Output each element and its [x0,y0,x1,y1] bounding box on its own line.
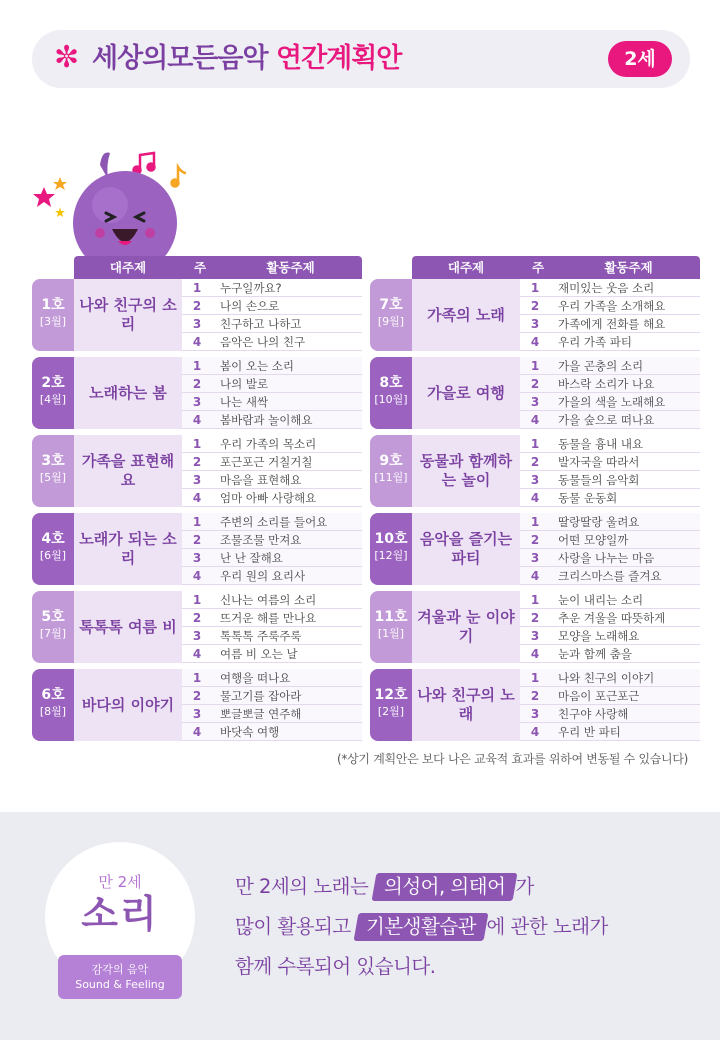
week-row [182,453,362,471]
activity-text: 난 난 잘해요 [220,551,283,565]
mascot-note-character-icon [30,145,200,265]
week-number: 1 [530,515,540,529]
weeks-list [182,513,362,585]
volume-number: 9호 [379,453,403,469]
week-row [520,513,700,531]
week-number: 4 [530,491,540,505]
title-part1: 세상의모든음악 [92,43,268,74]
week-number: 1 [530,437,540,451]
weeks-list [520,513,700,585]
activity-text: 발자국을 따라서 [558,455,640,469]
week-row [182,567,362,585]
week-row [182,513,362,531]
theme-cell: 톡톡톡 여름 비 [74,591,182,663]
desc-text: 함께 수록되어 있습니다. [235,955,436,978]
title-part2: 연간계획안 [275,43,402,74]
week-row [520,333,700,351]
activity-text: 가족에게 전화를 해요 [558,317,666,331]
volume-cell [32,513,74,585]
volume-month: [12월] [374,549,408,562]
week-row [182,591,362,609]
plan-group [32,669,362,744]
week-number: 4 [192,491,202,505]
week-number: 4 [530,413,540,427]
desc-text: 에 관한 노래가 [486,915,608,938]
desc-text: 많이 활용되고 [235,915,351,938]
table-header [412,256,700,279]
week-row [182,645,362,663]
volume-month: [10월] [374,393,408,406]
plan-group [32,591,362,666]
table-header [74,256,362,279]
activity-text: 동물들의 음악회 [558,473,640,487]
highlight-text: 기본생활습관 [366,915,477,938]
volume-number: 2호 [41,375,65,391]
week-row [520,687,700,705]
week-row [520,393,700,411]
activity-text: 우리 반 파티 [558,725,621,739]
theme-cell: 노래가 되는 소리 [74,513,182,585]
week-number: 1 [530,359,540,373]
weeks-list [182,435,362,507]
activity-text: 동물을 흉내 내요 [558,437,644,451]
week-number: 1 [530,593,540,607]
week-number: 4 [530,335,540,349]
theme-cell: 노래하는 봄 [74,357,182,429]
week-row [182,531,362,549]
week-row [182,279,362,297]
week-number: 3 [530,707,540,721]
week-number: 4 [530,725,540,739]
weeks-list [182,357,362,429]
volume-month: [11월] [374,471,408,484]
activity-text: 눈이 내리는 소리 [558,593,644,607]
volume-cell [370,591,412,663]
plan-group [32,435,362,510]
volume-cell [370,513,412,585]
plan-group [32,513,362,588]
week-row [520,297,700,315]
week-number: 3 [530,551,540,565]
volume-cell [370,279,412,351]
theme-cell: 바다의 이야기 [74,669,182,741]
sub-badge [58,955,182,999]
week-number: 3 [192,551,202,565]
week-number: 1 [192,671,202,685]
week-number: 3 [530,629,540,643]
activity-text: 바스락 소리가 나요 [558,377,655,391]
activity-text: 사랑을 나누는 마음 [558,551,655,565]
activity-text: 엄마 아빠 사랑해요 [220,491,317,505]
volume-number: 1호 [41,297,65,313]
volume-cell [32,435,74,507]
week-row [182,333,362,351]
week-row [182,705,362,723]
activity-text: 나의 손으로 [220,299,280,313]
header-activity: 활동주제 [266,260,315,275]
week-number: 1 [530,671,540,685]
week-row [182,411,362,429]
activity-text: 포근포근 거칠거칠 [220,455,313,469]
week-row [182,489,362,507]
week-number: 3 [530,395,540,409]
week-row [182,315,362,333]
week-number: 3 [192,395,202,409]
volume-cell [370,357,412,429]
volume-cell [32,591,74,663]
activity-text: 나는 새싹 [220,395,269,409]
volume-cell [370,435,412,507]
week-number: 4 [530,647,540,661]
desc-text: 만 2세의 노래는 [235,875,369,898]
volume-number: 11호 [374,609,408,625]
activity-text: 크리스마스를 즐겨요 [558,569,662,583]
activity-text: 신나는 여름의 소리 [220,593,317,607]
week-number: 2 [530,689,540,703]
summary-description [235,867,695,987]
flower-icon: ✼ [54,40,80,75]
star-icon [33,187,55,207]
plan-group [32,357,362,432]
activity-text: 어떤 모양일까 [558,533,629,547]
week-row [520,411,700,429]
music-note-icon [172,167,187,187]
week-number: 4 [192,647,202,661]
week-row [182,297,362,315]
plan-group [370,279,700,354]
week-row [182,669,362,687]
volume-month: [6월] [39,549,67,562]
week-row [182,549,362,567]
week-number: 2 [192,455,202,469]
plan-group [32,279,362,354]
week-row [520,435,700,453]
footnote: (*상기 계획안은 보다 나은 교육적 효과를 위하여 변동될 수 있습니다) [337,752,688,766]
activity-text: 물고기를 잡아라 [220,689,302,703]
activity-text: 뜨거운 해를 만나요 [220,611,317,625]
week-row [520,645,700,663]
activity-text: 봄이 오는 소리 [220,359,294,373]
week-number: 1 [192,359,202,373]
summary-age: 만 2세 [98,873,142,891]
plan-group [370,513,700,588]
header-activity: 활동주제 [604,260,653,275]
week-row [520,375,700,393]
volume-month: [3월] [39,315,67,328]
week-row [520,705,700,723]
volume-number: 3호 [41,453,65,469]
activity-text: 여행을 떠나요 [220,671,291,685]
week-number: 3 [530,473,540,487]
week-number: 2 [530,299,540,313]
volume-number: 10호 [374,531,408,547]
activity-text: 우리 가족 파티 [558,335,632,349]
volume-month: [9월] [377,315,405,328]
plan-group [370,357,700,432]
week-row [520,723,700,741]
theme-cell: 나와 친구의 소리 [74,279,182,351]
activity-text: 조물조물 만져요 [220,533,302,547]
weeks-list [520,669,700,741]
week-row [520,489,700,507]
weeks-list [182,669,362,741]
volume-number: 4호 [41,531,65,547]
activity-text: 가을 곤충의 소리 [558,359,644,373]
week-row [520,567,700,585]
week-number: 1 [192,593,202,607]
activity-text: 우리 가족을 소개해요 [558,299,666,313]
week-row [520,357,700,375]
weeks-list [520,279,700,351]
week-number: 4 [530,569,540,583]
activity-text: 음악은 나의 친구 [220,335,306,349]
week-number: 3 [192,629,202,643]
week-row [520,531,700,549]
theme-cell: 겨울과 눈 이야기 [412,591,520,663]
week-row [182,609,362,627]
volume-month: [5월] [39,471,67,484]
weeks-list [182,279,362,351]
desc-line2 [235,907,695,947]
week-number: 1 [192,281,202,295]
week-number: 1 [192,515,202,529]
week-row [182,357,362,375]
page-title [92,42,401,76]
volume-cell [32,669,74,741]
highlight-badge [354,913,489,941]
activity-text: 가을 숲으로 떠나요 [558,413,655,427]
theme-cell: 나와 친구의 노래 [412,669,520,741]
week-row [182,723,362,741]
activity-text: 마음이 포근포근 [558,689,640,703]
volume-number: 12호 [374,687,408,703]
sub-badge-line2: Sound & Feeling [75,978,165,991]
week-number: 2 [192,533,202,547]
header-week: 주 [193,260,207,275]
week-row [182,393,362,411]
theme-cell: 가족의 노래 [412,279,520,351]
desc-line1 [235,867,695,907]
age-badge: 2세 [608,41,672,77]
week-row [182,471,362,489]
week-row [520,453,700,471]
activity-text: 주변의 소리를 들어요 [220,515,328,529]
volume-number: 5호 [41,609,65,625]
plan-group [370,591,700,666]
week-row [520,471,700,489]
activity-text: 여름 비 오는 날 [220,647,298,661]
week-number: 3 [192,473,202,487]
weeks-list [520,357,700,429]
activity-text: 봄바람과 놀이해요 [220,413,313,427]
header-week: 주 [531,260,545,275]
week-row [520,315,700,333]
week-row [520,279,700,297]
plan-table-right [370,256,700,744]
week-row [182,687,362,705]
volume-number: 7호 [379,297,403,313]
volume-cell [32,357,74,429]
volume-month: [1월] [377,627,405,640]
plan-table-left [32,256,362,744]
week-number: 1 [192,437,202,451]
week-number: 1 [530,281,540,295]
highlight-badge [372,873,518,901]
activity-text: 우리 원의 요리사 [220,569,306,583]
activity-text: 톡톡톡 주룩주룩 [220,629,302,643]
week-number: 2 [530,377,540,391]
week-number: 4 [192,335,202,349]
title-bar [32,30,690,88]
week-number: 2 [192,611,202,625]
activity-text: 누구일까요? [220,281,282,295]
activity-text: 가을의 색을 노래해요 [558,395,666,409]
weeks-list [520,435,700,507]
week-number: 3 [192,317,202,331]
activity-text: 나의 발로 [220,377,269,391]
week-row [182,375,362,393]
week-row [520,549,700,567]
volume-cell [370,669,412,741]
week-row [520,591,700,609]
activity-text: 우리 가족의 목소리 [220,437,317,451]
activity-text: 딸랑딸랑 울려요 [558,515,640,529]
star-icon [55,207,65,217]
activity-text: 추운 겨울을 따뜻하게 [558,611,666,625]
summary-keyword: 소리 [81,892,159,936]
header-theme: 대주제 [109,260,147,275]
activity-text: 친구야 사랑해 [558,707,629,721]
volume-month: [2월] [377,705,405,718]
week-number: 3 [192,707,202,721]
summary-section [0,812,720,1040]
week-number: 4 [192,413,202,427]
weeks-list [182,591,362,663]
weeks-list [520,591,700,663]
activity-text: 동물 운동회 [558,491,618,505]
activity-text: 나와 친구의 이야기 [558,671,655,685]
volume-number: 6호 [41,687,65,703]
music-note-icon [134,153,155,174]
sub-badge-line1: 감각의 음악 [91,963,149,976]
volume-month: [7월] [39,627,67,640]
week-number: 2 [530,611,540,625]
week-row [520,609,700,627]
theme-cell: 동물과 함께하는 놀이 [412,435,520,507]
week-number: 4 [192,569,202,583]
activity-text: 재미있는 웃음 소리 [558,281,655,295]
header-theme: 대주제 [447,260,485,275]
volume-month: [4월] [39,393,67,406]
activity-text: 모양을 노래해요 [558,629,640,643]
week-row [182,435,362,453]
week-number: 2 [530,455,540,469]
volume-month: [8월] [39,705,67,718]
week-number: 3 [530,317,540,331]
activity-text: 눈과 함께 춤을 [558,647,632,661]
activity-text: 뽀글뽀글 연주해 [220,707,302,721]
week-row [520,669,700,687]
week-row [182,627,362,645]
desc-text: 가 [515,875,534,898]
activity-text: 바닷속 여행 [220,725,280,739]
desc-line3 [235,947,695,987]
week-number: 2 [192,689,202,703]
theme-cell: 음악을 즐기는 파티 [412,513,520,585]
plan-group [370,435,700,510]
highlight-text: 의성어, 의태어 [384,875,506,898]
week-row [520,627,700,645]
week-number: 4 [192,725,202,739]
activity-text: 마음을 표현해요 [220,473,302,487]
activity-text: 친구하고 나하고 [220,317,302,331]
theme-cell: 가을로 여행 [412,357,520,429]
week-number: 2 [192,377,202,391]
plan-group [370,669,700,744]
week-number: 2 [192,299,202,313]
theme-cell: 가족을 표현해요 [74,435,182,507]
star-icon [53,177,67,190]
week-number: 2 [530,533,540,547]
volume-cell [32,279,74,351]
volume-number: 8호 [379,375,403,391]
